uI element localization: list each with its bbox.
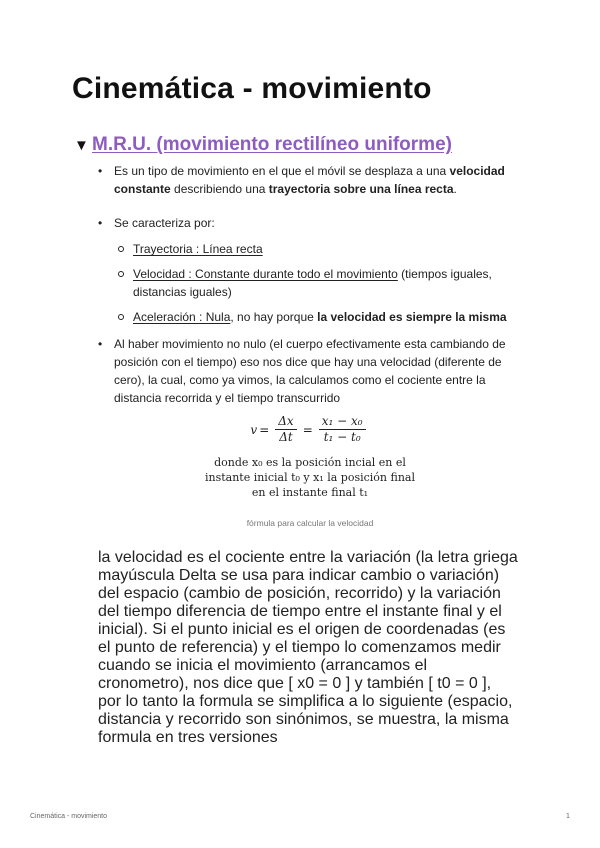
bullet-characteristics: • Se caracteriza por: Trayectoria : Línea recta Velocidad : Constante durante todo el movimiento (tiempos iguales, distancias iguales) Aceleración : Nula, no hay porque la velocidad es siempre la misma (98, 214, 518, 326)
bullet-definition: • Es un tipo de movimiento en el que el móvil se desplaza a una velocidad constante describiendo una trayectoria sobre una línea recta. (98, 162, 518, 198)
velocity-formula-image (200, 414, 420, 500)
bullet-velocity-intro: • Al haber movimiento no nulo (el cuerpo efectivamente esta cambiando de posición con el tiempo) eso nos dice que hay una velocidad (diferente de cero), la cual, como ya vimos, la calculamos como el cociente entre la distancia recorrida y el tiempo transcurrido (98, 335, 518, 407)
sub-item-velocity: Velocidad : Constante durante todo el movimiento (tiempos iguales, distancias iguales) (114, 265, 518, 301)
section-title[interactable]: M.R.U. (movimiento rectilíneo uniforme) (92, 134, 452, 155)
sub-item-acceleration: Aceleración : Nula, no hay porque la velocidad es siempre la misma (114, 308, 518, 326)
section-header[interactable] (74, 134, 452, 156)
footer-title: Cinemática - movimiento (30, 813, 108, 820)
sub-item-trajectory: Trayectoria : Línea recta (114, 240, 518, 258)
formula-caption: fórmula para calcular la velocidad (246, 518, 374, 528)
bullet-list (98, 162, 518, 407)
delta-fraction: $\frac{\Delta x}{\Delta t}$ (275, 414, 296, 445)
bullet-list-continued (98, 549, 518, 747)
collapse-toggle-icon[interactable]: ▼ (74, 136, 89, 154)
velocity-equation: v = $\frac{\Delta x}{\Delta t}$ = $\frac{\text{x₁ − x₀}}{\text{t₁ − t₀}}$ (200, 414, 420, 445)
page-title: Cinemática - movimiento (72, 72, 432, 105)
sub-list (114, 240, 518, 326)
page-number: 1 (566, 813, 570, 820)
difference-fraction: $\frac{\text{x₁ − x₀}}{\text{t₁ − t₀}}$ (319, 414, 366, 445)
formula-description: donde x₀ es la posición incial en el instante inicial t₀ y x₁ la posición final en el instante final t₁ (204, 456, 416, 499)
bullet-velocity-explanation: la velocidad es el cociente entre la variación (la letra griega mayúscula Delta se usa para indicar cambio o variación) del espacio (cambio de posición, recorrido) y la variación del tiempo diferencia de tiempo entre el instante final y el inicial). Si el punto inicial es el origen de coordenadas (es el punto de referencia) y el tiempo lo comenzamos medir cuando se inicia el movimiento (arrancamos el cronometro), nos dice que [ x0 = 0 ] y también [ t0 = 0 ], por lo tanto la formula se simplifica a lo siguiente (espacio, distancia y recorrido son sinónimos, se muestra, la misma formula en tres versiones (98, 549, 518, 746)
